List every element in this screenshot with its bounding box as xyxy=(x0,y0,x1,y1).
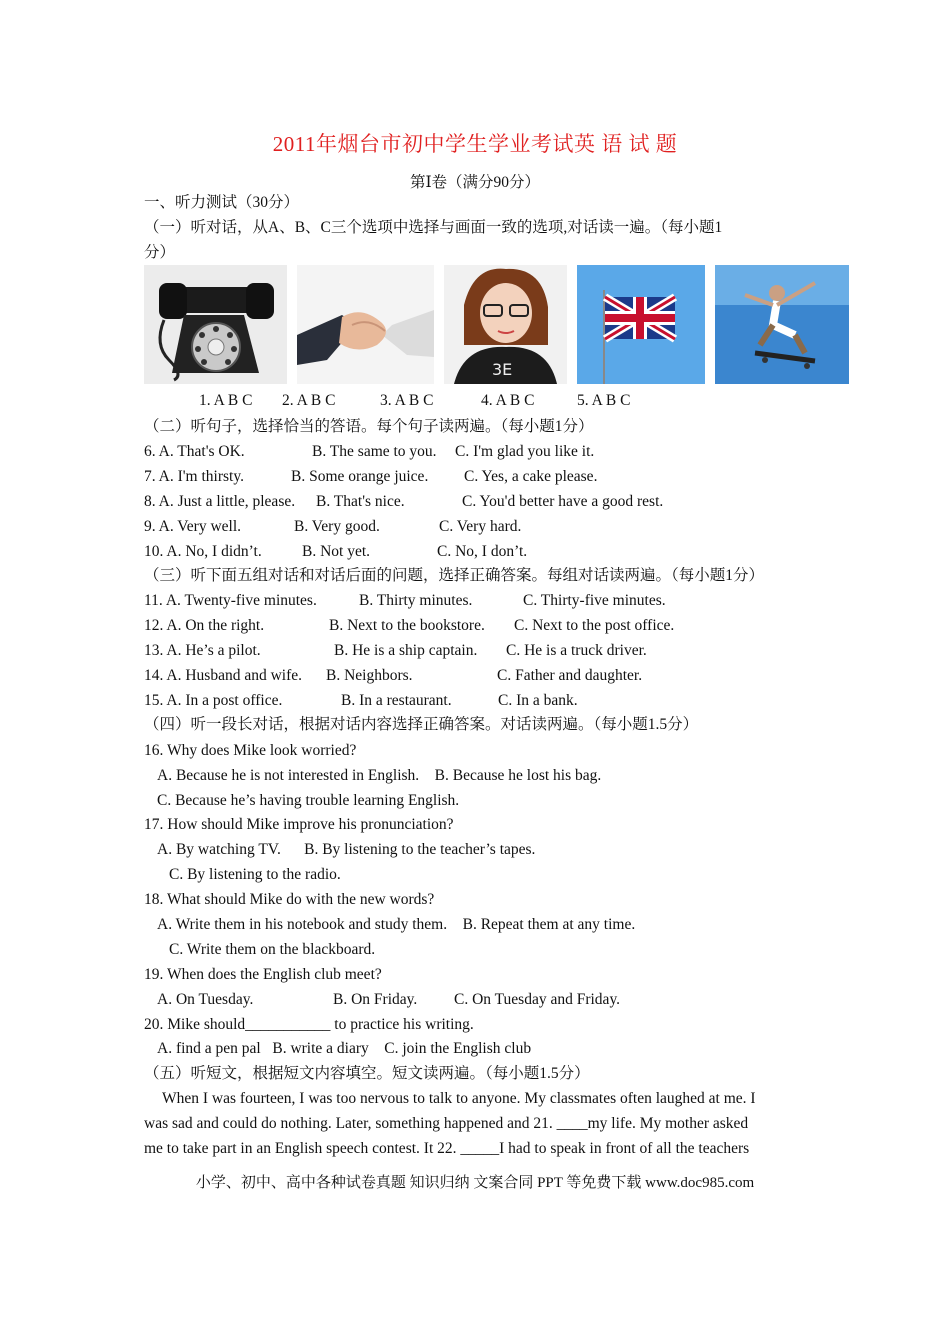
question-18: 18. What should Mike do with the new words? xyxy=(144,891,435,908)
svg-text:3E: 3E xyxy=(492,360,513,379)
picture-option-label: 3. A B C xyxy=(380,392,434,409)
picture-answer-options xyxy=(144,392,849,412)
question-17-options: A. By watching TV. B. By listening to the teacher’s tapes. xyxy=(157,841,536,858)
part2-instruction: （二）听句子，选择恰当的答语。每个句子读两遍。（每小题1分） xyxy=(144,418,594,435)
question-18-option-c: C. Write them on the blackboard. xyxy=(169,941,376,958)
exam-title: 2011年烟台市初中学生学业考试英 语 试 题 xyxy=(272,132,678,156)
option-a: 12. A. On the right. xyxy=(144,617,265,634)
option-c: C. Next to the post office. xyxy=(514,617,675,634)
page-footer: 小学、初中、高中各种试卷真题 知识归纳 文案合同 PPT 等免费下载 www.doc985.com xyxy=(195,1175,755,1191)
option-b: B. Not yet. xyxy=(302,543,371,560)
picture-option-label: 5. A B C xyxy=(577,392,631,409)
question-16: 16. Why does Mike look worried? xyxy=(144,742,357,759)
passage-line: me to take part in an English speech contest. It 22. _____I had to speak in front of all the teachers xyxy=(144,1140,750,1157)
part3-instruction: （三）听下面五组对话和对话后面的问题，选择正确答案。每组对话读两遍。（每小题1分） xyxy=(144,567,765,584)
option-b: B. The same to you. xyxy=(312,443,437,460)
picture-option-label: 4. A B C xyxy=(481,392,535,409)
option-a: 7. A. I'm thirsty. xyxy=(144,468,244,485)
option-a: 8. A. Just a little, please. xyxy=(144,493,296,510)
option-a: 14. A. Husband and wife. xyxy=(144,667,302,684)
part5-instruction: （五）听短文，根据短文内容填空。短文读两遍。（每小题1.5分） xyxy=(144,1065,590,1082)
option-c: C. Very hard. xyxy=(439,518,522,535)
question-20: 20. Mike should___________ to practice his writing. xyxy=(144,1016,474,1033)
part1-instruction: （一）听对话，从A、B、C三个选项中选择与画面一致的选项,对话读一遍。（每小题1 xyxy=(144,219,723,236)
union-jack-flag-photo xyxy=(577,265,705,384)
picture-option-label: 2. A B C xyxy=(282,392,336,409)
section-heading: 一、听力测试（30分） xyxy=(144,194,300,211)
question-18-options: A. Write them in his notebook and study them. B. Repeat them at any time. xyxy=(157,916,636,933)
rotary-telephone-photo xyxy=(144,265,287,384)
option-b: B. He is a ship captain. xyxy=(334,642,478,659)
question-17: 17. How should Mike improve his pronunciation? xyxy=(144,816,454,833)
option-c: C. Father and daughter. xyxy=(497,667,643,684)
option-a: 13. A. He’s a pilot. xyxy=(144,642,261,659)
option-c: C. No, I don’t. xyxy=(437,543,528,560)
option-c: C. Yes, a cake please. xyxy=(464,468,598,485)
option-a: 15. A. In a post office. xyxy=(144,692,283,709)
question-16-options: A. Because he is not interested in English. B. Because he lost his bag. xyxy=(157,767,602,784)
paper-subtitle: 第Ⅰ卷（满分90分） xyxy=(409,174,541,191)
question-17-option-c: C. By listening to the radio. xyxy=(169,866,341,883)
picture-option-label: 1. A B C xyxy=(199,392,253,409)
part1-instruction-cont: 分） xyxy=(144,244,176,261)
option-b: B. Neighbors. xyxy=(326,667,413,684)
option-b: B. That's nice. xyxy=(316,493,405,510)
option-b: B. Thirty minutes. xyxy=(359,592,473,609)
question-20-options: A. find a pen pal B. write a diary C. join the English club xyxy=(157,1040,532,1057)
option-a: A. On Tuesday. xyxy=(157,991,254,1008)
option-c: C. He is a truck driver. xyxy=(506,642,647,659)
option-c: C. On Tuesday and Friday. xyxy=(454,991,621,1008)
option-a: 10. A. No, I didn’t. xyxy=(144,543,262,560)
option-c: C. Thirty-five minutes. xyxy=(523,592,666,609)
handshake-photo xyxy=(297,265,434,384)
option-c: C. You'd better have a good rest. xyxy=(462,493,664,510)
option-b: B. Some orange juice. xyxy=(291,468,429,485)
question-16-option-c: C. Because he’s having trouble learning English. xyxy=(157,792,460,809)
option-b: B. In a restaurant. xyxy=(341,692,452,709)
skateboarder-photo xyxy=(715,265,849,384)
option-a: 9. A. Very well. xyxy=(144,518,242,535)
passage-line: was sad and could do nothing. Later, something happened and 21. ____my life. My mother asked xyxy=(144,1115,749,1132)
question-19: 19. When does the English club meet? xyxy=(144,966,382,983)
option-b: B. Next to the bookstore. xyxy=(329,617,485,634)
option-c: C. In a bank. xyxy=(498,692,578,709)
picture-strip xyxy=(144,265,849,385)
part4-instruction: （四）听一段长对话，根据对话内容选择正确答案。对话读两遍。（每小题1.5分） xyxy=(144,716,699,733)
option-a: 11. A. Twenty-five minutes. xyxy=(144,592,317,609)
girl-with-glasses-photo xyxy=(444,265,567,384)
option-b: B. Very good. xyxy=(294,518,380,535)
option-a: 6. A. That's OK. xyxy=(144,443,245,460)
passage-line: When I was fourteen, I was too nervous to talk to anyone. My classmates often laughed at me. I xyxy=(162,1090,756,1107)
option-b: B. On Friday. xyxy=(333,991,418,1008)
option-c: C. I'm glad you like it. xyxy=(455,443,595,460)
